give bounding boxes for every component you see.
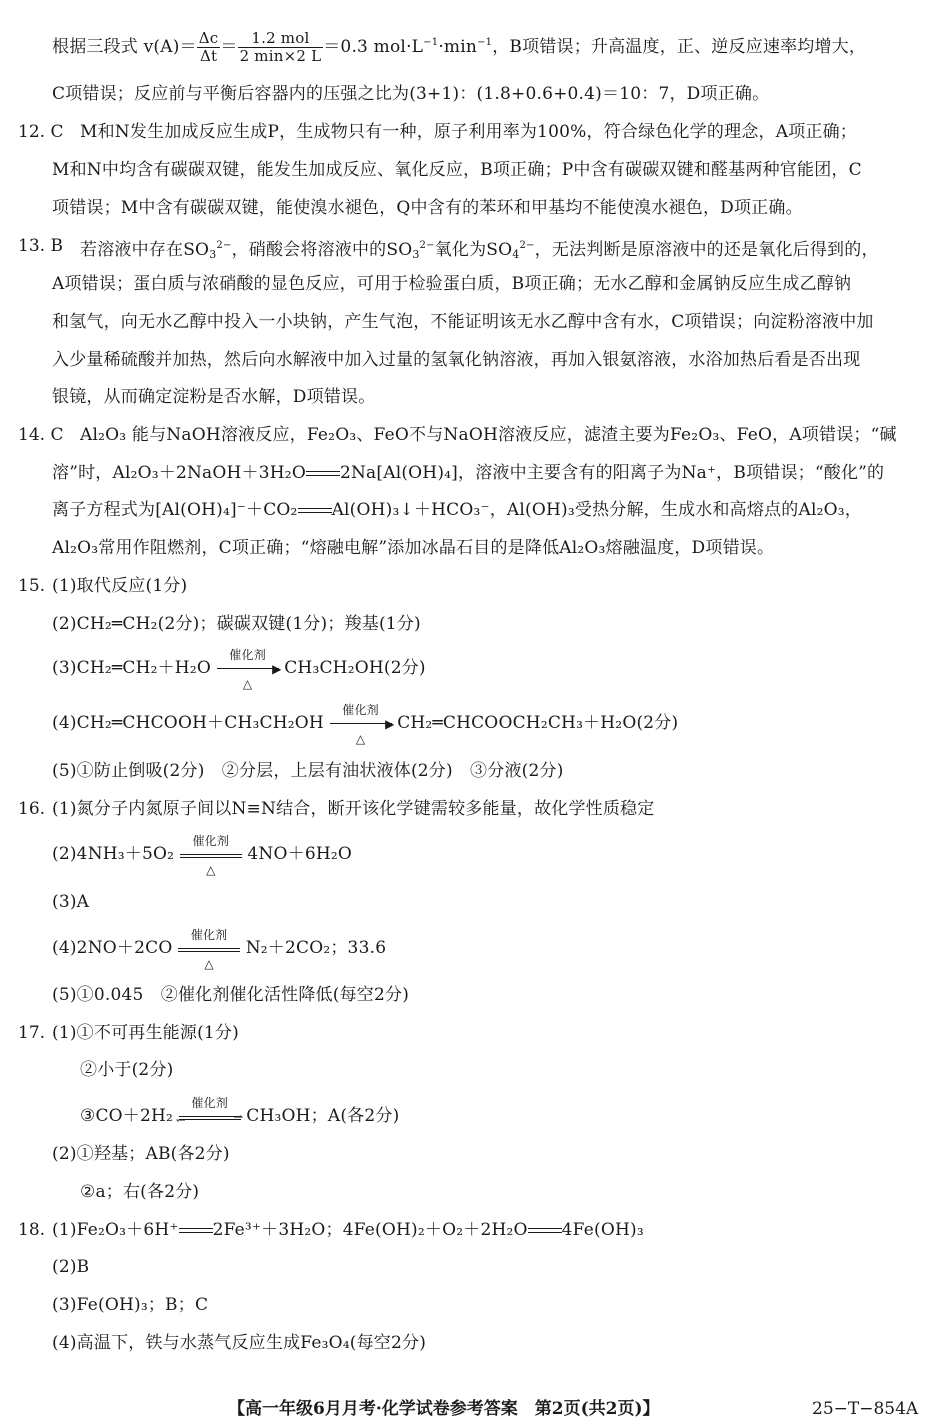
frac-den: Δt [199, 47, 218, 65]
text-segment: N₂＋2CO₂；33.6 [245, 938, 387, 958]
text-line [80, 234, 928, 267]
question-number: 17. [18, 1023, 46, 1043]
text-segment: 氧化为SO [434, 240, 513, 260]
question-number: 16. [18, 799, 46, 819]
text-segment: 2Na[Al(OH)₄]，溶液中主要含有的阳离子为Na⁺，B项错误；“酸化”的 [339, 463, 885, 483]
reversible-arrow [175, 1095, 244, 1129]
frac-num: 1.2 mol [238, 30, 324, 48]
exponent: −1 [477, 37, 493, 48]
fraction-values [238, 30, 324, 65]
page-footer-title: 【高一年级6月月考·化学试卷参考答案 第2页(共2页)】 [228, 1399, 660, 1419]
frac-num: Δc [198, 29, 219, 47]
document-code: 25−T−854A [812, 1399, 919, 1419]
answer-part [52, 1218, 928, 1242]
heat-label: △ [242, 676, 253, 691]
equals-sign [179, 1226, 213, 1236]
equals-line [180, 857, 242, 858]
question-number: 13. B [18, 236, 63, 256]
exponent: −1 [423, 37, 439, 48]
subscript: 4 [512, 248, 520, 261]
question-number: 14. C [18, 425, 64, 445]
text-segment: ③CO＋2H₂ [80, 1106, 174, 1126]
heat-label: △ [204, 956, 214, 971]
answer-part: (3)Fe(OH)₃；B；C [52, 1295, 209, 1315]
arrow-head-icon: ⇀ [233, 1109, 244, 1124]
text-line: Al₂O₃常用作阻燃剂，C项正确；“熔融电解”添加冰晶石目的是降低Al₂O₃熔融温度，D项错误。 [52, 538, 775, 558]
text-line: 项错误；M中含有碳碳双键，能使溴水褪色，Q中含有的苯环和甲基均不能使溴水褪色，D项正确。 [52, 198, 803, 218]
catalyst-label: 催化剂 [190, 927, 228, 942]
formula-suffix: ＝0.3 mol·L [323, 37, 424, 57]
text-segment: (2)4NH₃＋5O₂ [52, 844, 175, 864]
catalyst-label: 催化剂 [191, 1095, 228, 1110]
text-segment: ，硝酸会将溶液中的SO [231, 240, 413, 260]
equals-line [178, 948, 240, 949]
frac-den: 2 min×2 L [239, 47, 322, 65]
arrow-line [330, 723, 392, 724]
text-segment: ，无法判断是原溶液中的还是氧化后得到的， [534, 240, 879, 260]
charge: 2− [519, 240, 535, 251]
reaction-equals [180, 833, 242, 877]
arrow-head-icon: ▶ [385, 716, 395, 731]
answer-part: (5)①防止倒吸(2分) ②分层，上层有油状液体(2分) ③分液(2分) [52, 761, 564, 781]
arrow-line [179, 1119, 241, 1120]
arrow-line [179, 1116, 241, 1117]
catalyst-label: 催化剂 [229, 647, 266, 662]
text-line: M和N发生加成反应生成P，生成物只有一种，原子利用率为100%，符合绿色化学的理念，A项正确； [80, 122, 857, 142]
formula-rest: ，B项错误；升高温度，正、逆反应速率均增大， [492, 37, 867, 57]
text-segment: 若溶液中存在SO [80, 240, 210, 260]
text-segment: CH₃CH₂OH(2分) [284, 658, 426, 678]
equals-line [178, 951, 240, 952]
answer-part: (2)CH₂═CH₂(2分)；碳碳双键(1分)；羧基(1分) [52, 614, 421, 634]
arrow-head-icon: ▶ [272, 661, 282, 676]
question-number: 18. [18, 1220, 46, 1240]
question-number: 12. C [18, 122, 64, 142]
arrow-line [217, 668, 279, 669]
formula-mid: ·min [438, 37, 478, 57]
text-line: M和N中均含有碳碳双键，能发生加成反应、氧化反应，B项正确；P中含有碳碳双键和醛基两种官能团，C [52, 160, 862, 180]
answer-part [52, 647, 928, 691]
text-line: 银镜，从而确定淀粉是否水解，D项错误。 [52, 387, 376, 407]
answer-part: (2)B [52, 1257, 90, 1277]
answer-part: ②a；右(各2分) [80, 1182, 200, 1202]
text-segment: (1)Fe₂O₃＋6H⁺ [52, 1220, 179, 1240]
heat-label: △ [355, 731, 366, 746]
answer-part: (4)高温下，铁与水蒸气反应生成Fe₃O₄(每空2分) [52, 1333, 427, 1353]
equals-line [180, 854, 242, 855]
formula-prefix: 根据三段式 v(A)＝ [52, 37, 197, 57]
answer-part [52, 927, 928, 971]
reaction-equals [178, 927, 240, 971]
answer-part: (1)氮分子内氮原子间以N≡N结合，断开该化学键需较多能量，故化学性质稳定 [52, 799, 655, 819]
equals-sign [306, 469, 340, 479]
text-line: Al₂O₃ 能与NaOH溶液反应，Fe₂O₃、FeO不与NaOH溶液反应，滤渣主要为Fe₂O₃、FeO，A项错误；“碱 [80, 425, 897, 445]
answer-part: (2)①羟基；AB(各2分) [52, 1144, 230, 1164]
text-segment: CH₃OH；A(各2分) [246, 1106, 400, 1126]
text-segment: 离子方程式为[Al(OH)₄]⁻＋CO₂ [52, 500, 298, 520]
arrow-head-icon: ↽ [175, 1112, 186, 1127]
equals-sign [298, 506, 332, 516]
question-number: 15. [18, 576, 46, 596]
text-segment: CH₂═CHCOOCH₂CH₃＋H₂O(2分) [397, 713, 679, 733]
text-segment: (4)2NO＋2CO [52, 938, 173, 958]
text-line: A项错误；蛋白质与浓硝酸的显色反应，可用于检验蛋白质，B项正确；无水乙醇和金属钠反应生成乙醇钠 [52, 274, 852, 294]
text-segment: 溶”时，Al₂O₃＋2NaOH＋3H₂O [52, 463, 306, 483]
answer-part [52, 833, 928, 877]
heat-label: △ [206, 862, 216, 877]
text-segment: 4Fe(OH)₃ [561, 1220, 644, 1240]
answer-part: (5)①0.045 ②催化剂催化活性降低(每空2分) [52, 985, 410, 1005]
subscript: 3 [209, 248, 217, 261]
answer-part: (1)①不可再生能源(1分) [52, 1023, 239, 1043]
text-segment: Al(OH)₃↓＋HCO₃⁻，Al(OH)₃受热分解，生成水和高熔点的Al₂O₃， [331, 500, 862, 520]
subscript: 3 [412, 248, 420, 261]
answer-part: (1)取代反应(1分) [52, 576, 188, 596]
text-line: 入少量稀硫酸并加热，然后向水解液中加入过量的氢氧化钠溶液，再加入银氨溶液，水浴加热后看是否出现 [52, 350, 861, 370]
answer-part: (3)A [52, 892, 90, 912]
charge: 2− [216, 240, 232, 251]
answer-part [80, 1095, 928, 1129]
equals: ＝ [220, 37, 238, 57]
catalyst-label: 催化剂 [342, 702, 379, 717]
fraction-delta [197, 30, 221, 65]
text-segment: 2Fe³⁺＋3H₂O；4Fe(OH)₂＋O₂＋2H₂O [212, 1220, 528, 1240]
equals-sign [528, 1226, 562, 1236]
reaction-arrow [217, 647, 282, 691]
text-line: 和氢气，向无水乙醇中投入一小块钠，产生气泡，不能证明该无水乙醇中含有水，C项错误；向淀粉溶液中加 [52, 312, 874, 332]
answer-part: ②小于(2分) [80, 1060, 174, 1080]
rate-formula-line [52, 30, 928, 65]
answer-part [52, 702, 928, 746]
catalyst-label: 催化剂 [192, 833, 230, 848]
reaction-arrow [330, 702, 395, 746]
text-line: C项错误；反应前与平衡后容器内的压强之比为(3+1)：(1.8+0.6+0.4)＝10：7，D项正确。 [52, 84, 770, 104]
text-segment: (3)CH₂═CH₂＋H₂O [52, 658, 211, 678]
text-segment: (4)CH₂═CHCOOH＋CH₃CH₂OH [52, 713, 324, 733]
text-segment: 4NO＋6H₂O [247, 844, 353, 864]
charge: 2− [419, 240, 435, 251]
text-line [52, 498, 928, 522]
text-line [52, 461, 928, 485]
